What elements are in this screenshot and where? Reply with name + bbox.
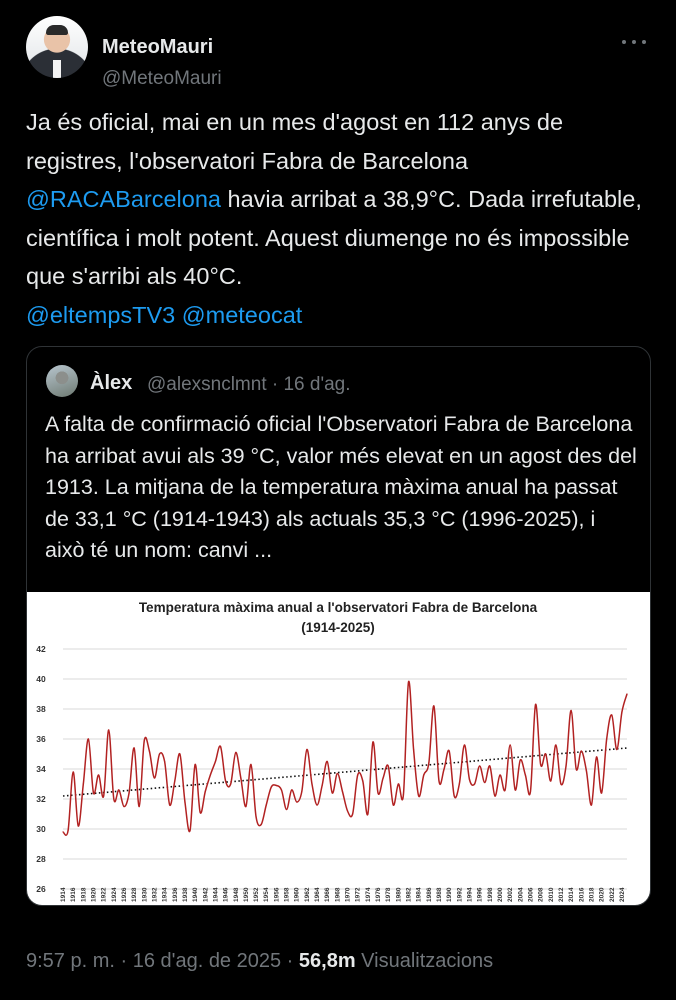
data-point — [377, 792, 378, 793]
data-point — [510, 744, 511, 745]
data-point — [388, 765, 389, 766]
data-point — [428, 762, 429, 763]
x-tick-label: 2024 — [618, 887, 626, 902]
data-point — [525, 774, 526, 775]
x-tick-label: 2008 — [537, 887, 545, 902]
data-point — [93, 792, 94, 793]
data-point — [296, 801, 297, 802]
data-point — [576, 768, 577, 769]
y-tick-label: 28 — [36, 854, 46, 864]
y-axis-labels — [36, 644, 46, 894]
data-point — [235, 752, 236, 753]
data-point — [316, 804, 317, 805]
data-point — [139, 806, 140, 807]
temperature-chart — [27, 592, 650, 906]
data-point — [423, 774, 424, 775]
x-tick-label: 2014 — [568, 887, 576, 902]
x-tick-label: 2022 — [608, 887, 616, 902]
data-point — [357, 774, 358, 775]
y-tick-label: 42 — [36, 644, 46, 654]
data-point — [78, 825, 79, 826]
data-point — [454, 795, 455, 796]
data-point — [347, 810, 348, 811]
data-point — [398, 783, 399, 784]
data-point — [88, 738, 89, 739]
x-tick-label: 1928 — [131, 887, 139, 902]
x-tick-label: 1954 — [263, 887, 271, 902]
quote-author-name[interactable]: Àlex — [90, 372, 133, 394]
x-tick-label: 1960 — [293, 887, 301, 902]
data-point — [581, 750, 582, 751]
x-tick-label: 1958 — [283, 887, 291, 902]
x-tick-label: 1938 — [181, 887, 189, 902]
data-point — [144, 740, 145, 741]
data-point — [271, 786, 272, 787]
data-point — [591, 804, 592, 805]
mention-link[interactable]: @meteocat — [181, 301, 303, 328]
data-point — [154, 777, 155, 778]
data-point — [433, 705, 434, 706]
x-tick-label: 2020 — [598, 887, 606, 902]
data-point — [418, 795, 419, 796]
data-point — [535, 704, 536, 705]
data-point — [408, 681, 409, 682]
x-tick-label: 2012 — [557, 887, 565, 902]
trend-line — [63, 748, 627, 796]
data-point — [113, 798, 114, 799]
data-point — [484, 782, 485, 783]
tweet-text-part: havia arribat a 38,9°C. Dada irrefutable, científica i molt potent. Aquest diumenge no és impossible que s'arribi als 40°C. — [26, 186, 642, 289]
x-tick-label: 1990 — [446, 887, 454, 902]
data-point — [438, 780, 439, 781]
data-point — [489, 765, 490, 766]
x-tick-label: 1930 — [141, 887, 149, 902]
y-tick-label: 40 — [36, 674, 46, 684]
tweet-text-part: Ja és oficial, mai en un mes d'agost en 112 anys de registres, l'observatori Fabra de Barcelona — [26, 109, 564, 174]
x-tick-label: 2000 — [496, 887, 504, 902]
x-tick-label: 1972 — [354, 887, 362, 902]
data-point — [413, 749, 414, 750]
data-point — [550, 780, 551, 781]
tweet-header — [26, 16, 656, 89]
y-tick-label: 34 — [36, 764, 46, 774]
data-point — [606, 738, 607, 739]
x-tick-label: 1996 — [476, 887, 484, 902]
data-point — [474, 783, 475, 784]
x-tick-label: 1980 — [395, 887, 403, 902]
data-point — [291, 789, 292, 790]
chart-subtitle: (1914-2025) — [301, 620, 375, 635]
data-point — [301, 791, 302, 792]
data-point — [443, 768, 444, 769]
x-tick-label: 1962 — [303, 887, 311, 902]
data-points — [62, 681, 627, 832]
more-dot — [642, 40, 646, 44]
data-point — [245, 806, 246, 807]
x-tick-label: 1952 — [253, 887, 261, 902]
data-point — [281, 789, 282, 790]
data-point — [174, 780, 175, 781]
chart-grid — [63, 649, 627, 889]
chart-image[interactable] — [27, 592, 650, 906]
data-point — [332, 792, 333, 793]
y-tick-label: 38 — [36, 704, 46, 714]
data-point — [362, 780, 363, 781]
data-point — [530, 791, 531, 792]
data-point — [352, 813, 353, 814]
x-tick-label: 1914 — [60, 887, 67, 902]
x-tick-label: 2010 — [547, 887, 555, 902]
data-point — [469, 779, 470, 780]
x-tick-label: 1918 — [80, 887, 88, 902]
data-point — [504, 789, 505, 790]
x-tick-label: 2002 — [507, 887, 515, 902]
x-tick-label: 1974 — [364, 887, 372, 902]
quoted-tweet[interactable] — [26, 346, 651, 906]
x-tick-label: 1920 — [90, 887, 98, 902]
data-point — [220, 746, 221, 747]
data-point — [134, 747, 135, 748]
data-point — [159, 753, 160, 754]
x-tick-label: 1948 — [232, 887, 240, 902]
y-tick-label: 30 — [36, 824, 46, 834]
data-point — [586, 770, 587, 771]
x-tick-label: 1922 — [100, 887, 108, 902]
data-point — [540, 764, 541, 765]
x-tick-label: 1982 — [405, 887, 413, 902]
tweet-text — [26, 103, 646, 334]
data-point — [565, 765, 566, 766]
author-avatar[interactable] — [26, 16, 88, 78]
data-point — [215, 761, 216, 762]
data-point — [560, 783, 561, 784]
x-tick-label: 2016 — [578, 887, 586, 902]
data-point — [108, 729, 109, 730]
data-point — [571, 710, 572, 711]
y-tick-label: 36 — [36, 734, 46, 744]
data-point — [67, 830, 68, 831]
data-point — [555, 744, 556, 745]
avatar-hair — [46, 25, 68, 35]
data-point — [545, 753, 546, 754]
data-point — [367, 813, 368, 814]
data-point — [83, 783, 84, 784]
x-tick-label: 1998 — [486, 887, 494, 902]
x-tick-label: 1956 — [273, 887, 281, 902]
data-point — [169, 804, 170, 805]
x-tick-label: 1916 — [70, 887, 78, 902]
author-name[interactable]: MeteoMauri — [102, 36, 214, 58]
more-dot — [622, 40, 626, 44]
data-point — [311, 783, 312, 784]
data-point — [261, 824, 262, 825]
data-point — [62, 831, 63, 832]
data-point — [403, 794, 404, 795]
quote-author-handle[interactable]: @alexsnclmnt · 16 d'ag. — [147, 374, 351, 395]
data-point — [515, 789, 516, 790]
y-tick-label: 26 — [36, 884, 46, 894]
quote-author-avatar[interactable] — [46, 365, 78, 397]
data-point — [621, 711, 622, 712]
data-point — [494, 795, 495, 796]
data-point — [306, 749, 307, 750]
x-tick-label: 1936 — [171, 887, 179, 902]
data-point — [499, 774, 500, 775]
data-point — [195, 764, 196, 765]
data-point — [210, 774, 211, 775]
data-point — [322, 785, 323, 786]
data-point — [123, 806, 124, 807]
data-point — [164, 761, 165, 762]
x-tick-label: 1970 — [344, 887, 352, 902]
x-tick-label: 1968 — [334, 887, 342, 902]
more-dot — [632, 40, 636, 44]
data-point — [230, 783, 231, 784]
data-point — [250, 764, 251, 765]
avatar-shirt — [53, 60, 61, 78]
timestamp[interactable]: 9:57 p. m. · 16 d'ag. de 2025 · — [26, 950, 299, 972]
data-point — [520, 759, 521, 760]
data-point — [449, 750, 450, 751]
data-point — [225, 780, 226, 781]
tweet-meta — [26, 950, 493, 973]
x-tick-label: 1940 — [192, 887, 200, 902]
data-point — [327, 761, 328, 762]
x-tick-label: 1926 — [120, 887, 128, 902]
data-point — [459, 783, 460, 784]
data-point — [240, 777, 241, 778]
mention-link[interactable]: @eltempsTV3 — [26, 301, 176, 328]
data-point — [276, 785, 277, 786]
data-point — [383, 777, 384, 778]
data-point — [255, 816, 256, 817]
data-point — [337, 773, 338, 774]
x-tick-label: 1946 — [222, 887, 230, 902]
quote-text: A falta de confirmació oficial l'Observatori Fabra de Barcelona ha arribat avui als 39 °C, valor més elevat en un agost des del 1913. La mitjana de la temperatura màxima anual ha passat de 33,1 °C (1914-1943) als actuals 35,3 °C (1996-2025), i això té un nom: canvi ... — [45, 412, 637, 562]
data-point — [103, 795, 104, 796]
x-tick-label: 1992 — [456, 887, 464, 902]
chart-title: Temperatura màxima anual a l'observatori Fabra de Barcelona — [138, 600, 538, 615]
data-point — [149, 750, 150, 751]
x-tick-label: 1978 — [385, 887, 393, 902]
more-options-icon[interactable] — [622, 38, 646, 46]
data-point — [616, 749, 617, 750]
x-tick-label: 1942 — [202, 887, 210, 902]
x-tick-label: 1932 — [151, 887, 159, 902]
data-point — [286, 809, 287, 810]
data-point — [73, 771, 74, 772]
x-tick-label: 1966 — [324, 887, 332, 902]
data-point — [464, 744, 465, 745]
data-point — [200, 812, 201, 813]
y-tick-label: 32 — [36, 794, 46, 804]
x-tick-label: 2006 — [527, 887, 535, 902]
x-tick-label: 1934 — [161, 887, 169, 902]
data-point — [184, 801, 185, 802]
data-point — [342, 791, 343, 792]
data-point — [189, 830, 190, 831]
x-tick-label: 1988 — [436, 887, 443, 902]
data-point — [128, 792, 129, 793]
data-point — [596, 756, 597, 757]
data-point — [479, 765, 480, 766]
data-point — [601, 792, 602, 793]
views-label: Visualitzacions — [355, 950, 494, 972]
x-tick-label: 1964 — [314, 887, 322, 902]
data-point — [118, 789, 119, 790]
author-handle[interactable]: @MeteoMauri — [102, 68, 222, 89]
x-tick-label: 1944 — [212, 887, 220, 902]
data-point — [98, 774, 99, 775]
x-tick-label: 1994 — [466, 887, 474, 902]
series-line — [63, 681, 627, 835]
x-tick-label: 1984 — [415, 887, 423, 902]
data-point — [179, 753, 180, 754]
x-tick-label: 2004 — [517, 887, 525, 902]
data-point — [266, 804, 267, 805]
x-tick-label: 1924 — [110, 887, 118, 902]
data-point — [205, 791, 206, 792]
views-count: 56,8m — [298, 950, 356, 972]
x-tick-label: 1986 — [425, 887, 433, 902]
data-point — [626, 693, 627, 694]
data-point — [611, 714, 612, 715]
data-point — [393, 804, 394, 805]
mention-link[interactable]: @RACABarcelona — [26, 186, 221, 212]
x-tick-label: 2018 — [588, 887, 596, 902]
x-tick-label: 1976 — [375, 887, 383, 902]
x-tick-label: 1950 — [242, 887, 250, 902]
data-point — [372, 741, 373, 742]
